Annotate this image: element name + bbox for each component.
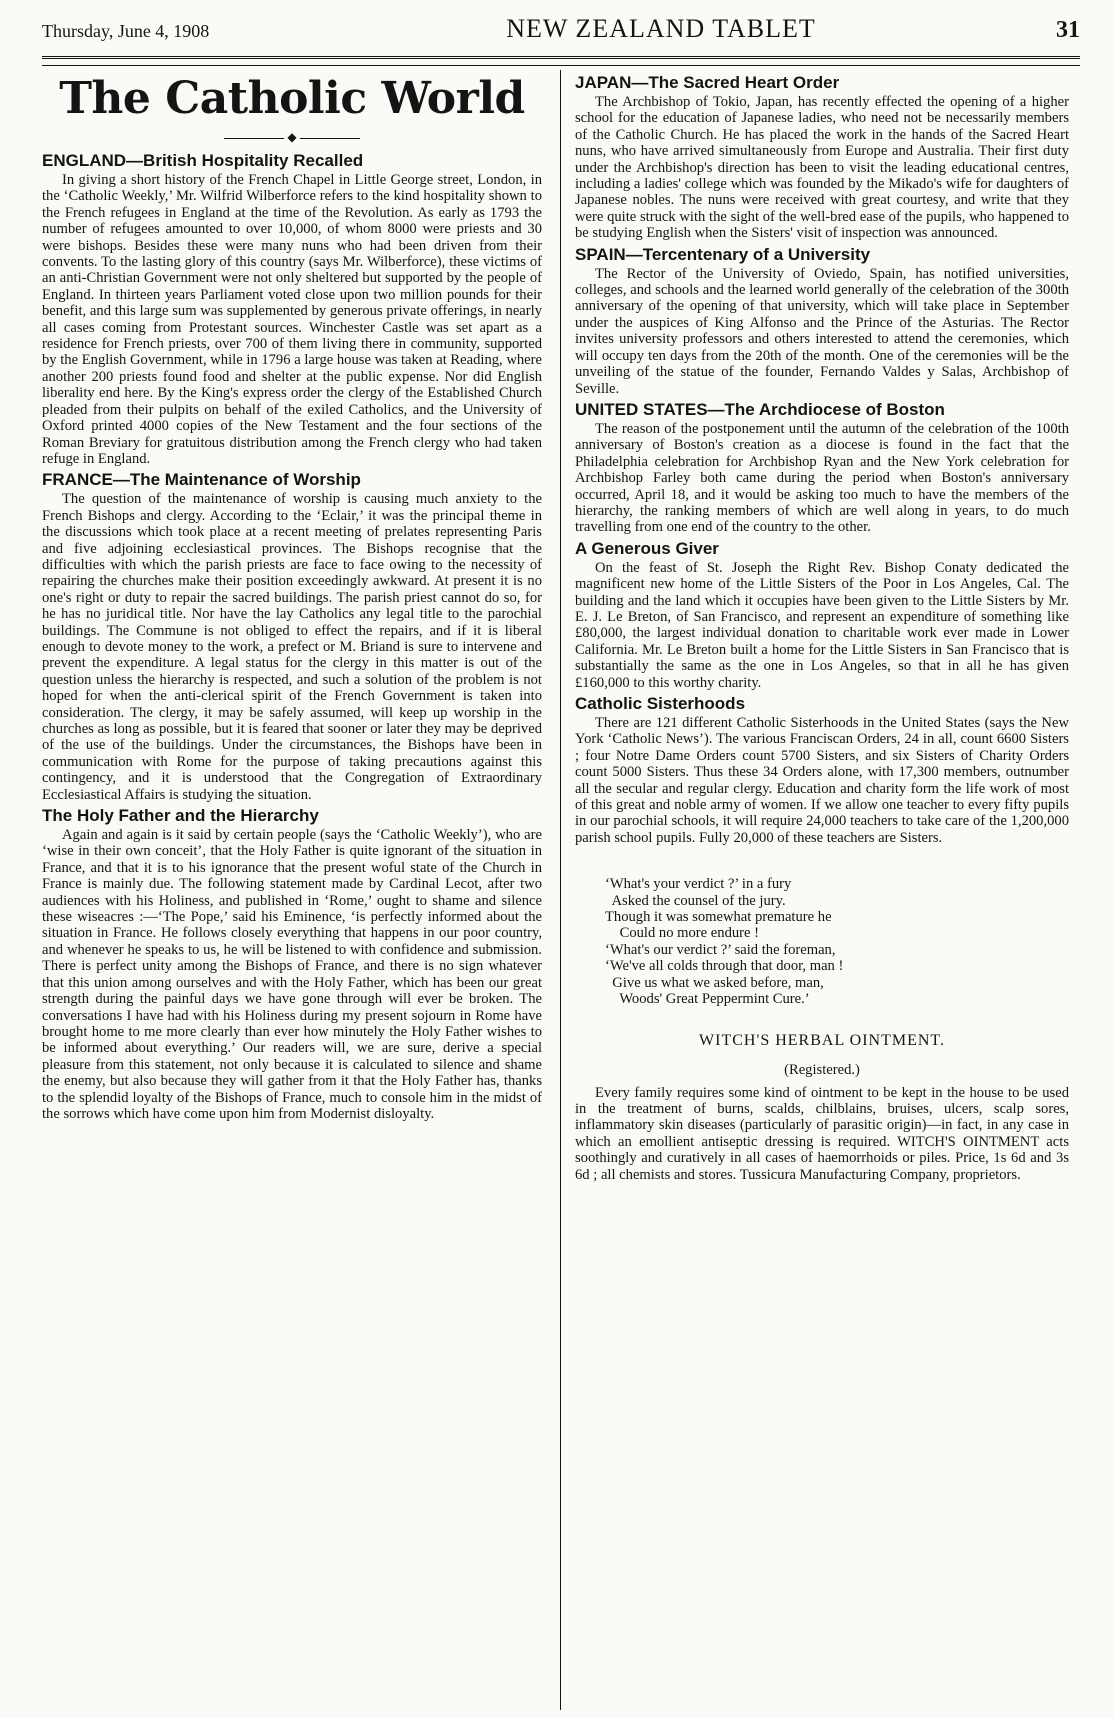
verse-line: Though it was somewhat premature he xyxy=(605,909,832,926)
verse-line: Could no more endure ! xyxy=(605,925,760,942)
article-heading: FRANCE—The Maintenance of Worship xyxy=(42,470,361,490)
article-paragraph: There are 121 different Catholic Sisterhoods in the United States (says the New York ‘Catholic News’). The various Franciscan Orders, 24 in all, count 6600 Sisters ; four Notre Dame Orders count 5700 Sisters, and six Sisters of Charity Orders count 5000 Sisters. Thus these 34 Orders alone, with 17,300 members, outnumber all the secular and regular clergy. Education and charity form the life work of most of this great and noble army of women. If we allow one teacher to every fifty pupils in our parochial schools, it will require 24,000 teachers to take care of the 1,200,000 parish school pupils. Fully 20,000 of these teachers are Sisters. xyxy=(575,715,1069,846)
verse-block xyxy=(605,876,1069,1007)
issue-date: Thursday, June 4, 1908 xyxy=(42,21,210,41)
article-heading: A Generous Giver xyxy=(575,538,719,558)
right-column xyxy=(569,70,1069,1710)
advert-title: WITCH'S HERBAL OINTMENT. xyxy=(699,1031,945,1049)
article-heading: JAPAN—The Sacred Heart Order xyxy=(575,73,840,92)
left-column xyxy=(42,70,552,1710)
column-divider xyxy=(560,70,561,1710)
verse-line: ‘We've all colds through that door, man ! xyxy=(605,958,844,975)
article-paragraph: In giving a short history of the French Chapel in Little George street, London, in the ‘Catholic Weekly,’ Mr. Wilfrid Wilberforce refers to the kind hospitality shown to the French refugees in England at the time of the Revolution. As early as 1793 the number of refugees amounted to over 10,000, of whom 8000 were priests and 30 were bishops. Besides these were many nuns who had been driven from their convents. To the lasting glory of this country (says Mr. Wilberforce), these victims of an anti-Christian Government were not only sheltered but supported by the people of England. In thirteen years Parliament voted close upon two million pounds for their benefit, and this large sum was supplemented by generous private offerings, in nearly all cases coming from Protestant sources. Winchester Castle was set apart as a residence for French priests, over 700 of them living there in community, supported by the English Government, while in 1796 a large house was taken at Reading, where another 200 priests found food and shelter at the public expense. Nor did English liberality end here. By the King's express order the clergy of the Established Church pleaded from their pulpits on behalf of the exiled Catholics, and the University of Oxford printed 4000 copies of the New Testament and the four sections of the Roman Breviary for gratuitous distribution among the French clergy who had taken refuge in England. xyxy=(42,172,542,467)
verse-line: Asked the counsel of the jury. xyxy=(605,892,786,909)
article-paragraph: On the feast of St. Joseph the Right Rev. Bishop Conaty dedicated the magnificent new home of the Little Sisters of the Poor in Los Angeles, Cal. The building and the land which it occupies have been given to the Little Sisters by Mr. E. J. Le Breton, of San Francisco, and represent an expenditure of something like £80,000, the largest individual donation to charitable work ever made in Lower California. Mr. Le Breton built a home for the Little Sisters in San Francisco that is substantially the same as the one in Los Angeles, so that in all he has given £160,000 to this worthy charity. xyxy=(575,559,1069,691)
article-heading: SPAIN—Tercentenary of a University xyxy=(575,244,871,264)
verse-line: ‘What's our verdict ?’ said the foreman, xyxy=(605,941,836,958)
article-paragraph: Again and again is it said by certain people (says the ‘Catholic Weekly’), who are ‘wise in their own conceit’, that the Holy Father is quite ignorant of the situation in France, and that it is to his ignorance that the present woful state of the Church in France is mainly due. The following statement made by Cardinal Lecot, after two audiences with his Holiness, and published in ‘Rome,’ ought to shame and silence these wiseacres :—‘The Pope,’ said his Eminence, ‘is perfectly informed about the situation in France. He follows closely everything that happens in our poor country, and whenever he speaks to us, he will be listened to with confidence and submission. There is perfect unity among the Bishops of France, and there is no sign whatever that this union among ourselves and with the Holy Father, which has been our great strength during the painful days we have gone through will ever be broken. The conversations I have had with his Holiness during my present sojourn in Rome have brought home to me more clearly than ever how minutely the Holy Father wishes to be informed about everything.’ Our readers will, we are sure, derive a special pleasure from this statement, not only because it is calculated to silence and shame the enemy, but also because they will gather from it that the Holy Father has, thanks to the splendid loyalty of the Bishops of France, much to console him in the midst of the sorrows which have come upon him from Modernist disloyalty. xyxy=(42,827,542,1122)
advert-text: Every family requires some kind of ointment to be kept in the house to be used in the treatment of burns, scalds, chilblains, bruises, ulcers, scalp sores, inflammatory skin diseases (particularly of parasitic origin)—in fact, in any case in which an emollient antiseptic dressing is required. WITCH'S OINTMENT acts soothingly and curatively in all cases of haemorrhoids or piles. Price, 1s 6d and 3s 6d ; all chemists and stores. Tussicura Manufacturing Company, proprietors. xyxy=(575,1084,1069,1183)
paper-name: NEW ZEALAND TABLET xyxy=(506,14,816,43)
verse-line: Give us what we asked before, man, xyxy=(605,974,824,991)
article-paragraph: The Rector of the University of Oviedo, Spain, has notified universities, colleges, and schools and the learned world generally of the celebration of the 300th anniversary of the opening of that university, which will take place in September under the auspices of King Alfonso and the Prince of the Asturias. The Rector invites university professors and others interested to attend the ceremonies, which will occupy ten days from the 20th of the month. One of the ceremonies will be the unveiling of the statue of the founder, Fernando Valdes y Salas, Archbishop of Seville. xyxy=(575,265,1069,397)
article-paragraph: The question of the maintenance of worship is causing much anxiety to the French Bishops and clergy. According to the ‘Eclair,’ it was the principal theme in the discussions which took place at a recent meeting of prelates representing Paris and five adjoining ecclesiastical provinces. The Bishops recognise that the difficulties with which the parish priests are face to face owing to the necessity of repairing the churches make their position exceedingly awkward. At present it is no one's right or duty to repair the sacred buildings. The parish priest cannot do so, for he has no juridical title. Nor have the lay Catholics any legal title to the parochial buildings. The Commune is not obliged to effect the repairs, and if it is liberal enough to devote money to the work, a prefect or M. Briand is sure to intervene and prevent the expenditure. A legal status for the clergy in this matter is out of the question unless the hierarchy is respected, and such a solution of the problem is not hoped for when the anti-clerical spirit of the French Government is taken into consideration. The clergy, it may be safely assumed, will keep up worship in the churches as long as possible, but it is feared that sooner or later they may be deprived of the use of the buildings. Under the circumstances, the Bishops have been in communication with Rome for the purpose of taking precautions against this contingency, and it is understood that the Congregation of Extraordinary Ecclesiastical Affairs is studying the situation. xyxy=(42,491,542,803)
advert-registered: (Registered.) xyxy=(784,1061,860,1078)
masthead-rule xyxy=(42,56,1080,66)
page-number: 31 xyxy=(1055,17,1080,43)
article-paragraph: The reason of the postponement until the autumn of the celebration of the 100th anniversary of Boston's creation as a diocese is found in the fact that the Philadelphia celebration for Archbishop Ryan and the New York celebration for Archbishop Farley both came during the period when Boston's anniversary occurred, April 18, and it would be asking too much to have the members of the hierarchy, the ranking members of which are well along in years, to do much travelling from one end of the country to the other. xyxy=(575,420,1069,536)
article-heading: The Holy Father and the Hierarchy xyxy=(42,806,319,826)
title-ornament: ◆ xyxy=(42,130,542,144)
article-heading: Catholic Sisterhoods xyxy=(575,694,746,713)
article-heading: UNITED STATES—The Archdiocese of Boston xyxy=(575,399,945,419)
masthead xyxy=(42,14,1080,50)
page-title: The Catholic World xyxy=(59,73,525,124)
verse-line: ‘What's your verdict ?’ in a fury xyxy=(605,876,792,893)
verse-line: Woods' Great Peppermint Cure.’ xyxy=(605,991,810,1008)
article-paragraph: The Archbishop of Tokio, Japan, has recently effected the opening of a higher school for the education of Japanese ladies, who need not be necessarily members of the Catholic Church. He has placed the work in the hands of the Sacred Heart nuns, who have arrived simultaneously from Europe and Australia. Their first duty under the Archbishop's direction has been to visit the leading educational centres, including a ladies' college which was founded by the Mikado's wife for daughters of Japanese nobles. The nuns were received with great courtesy, and write that they were quite struck with the sight of the well-bred ease of the pupils, who happened to be studying English when the Sisters' visit of inspection was announced. xyxy=(575,94,1069,242)
article-heading: ENGLAND—British Hospitality Recalled xyxy=(42,151,364,170)
columns xyxy=(42,70,1080,1710)
